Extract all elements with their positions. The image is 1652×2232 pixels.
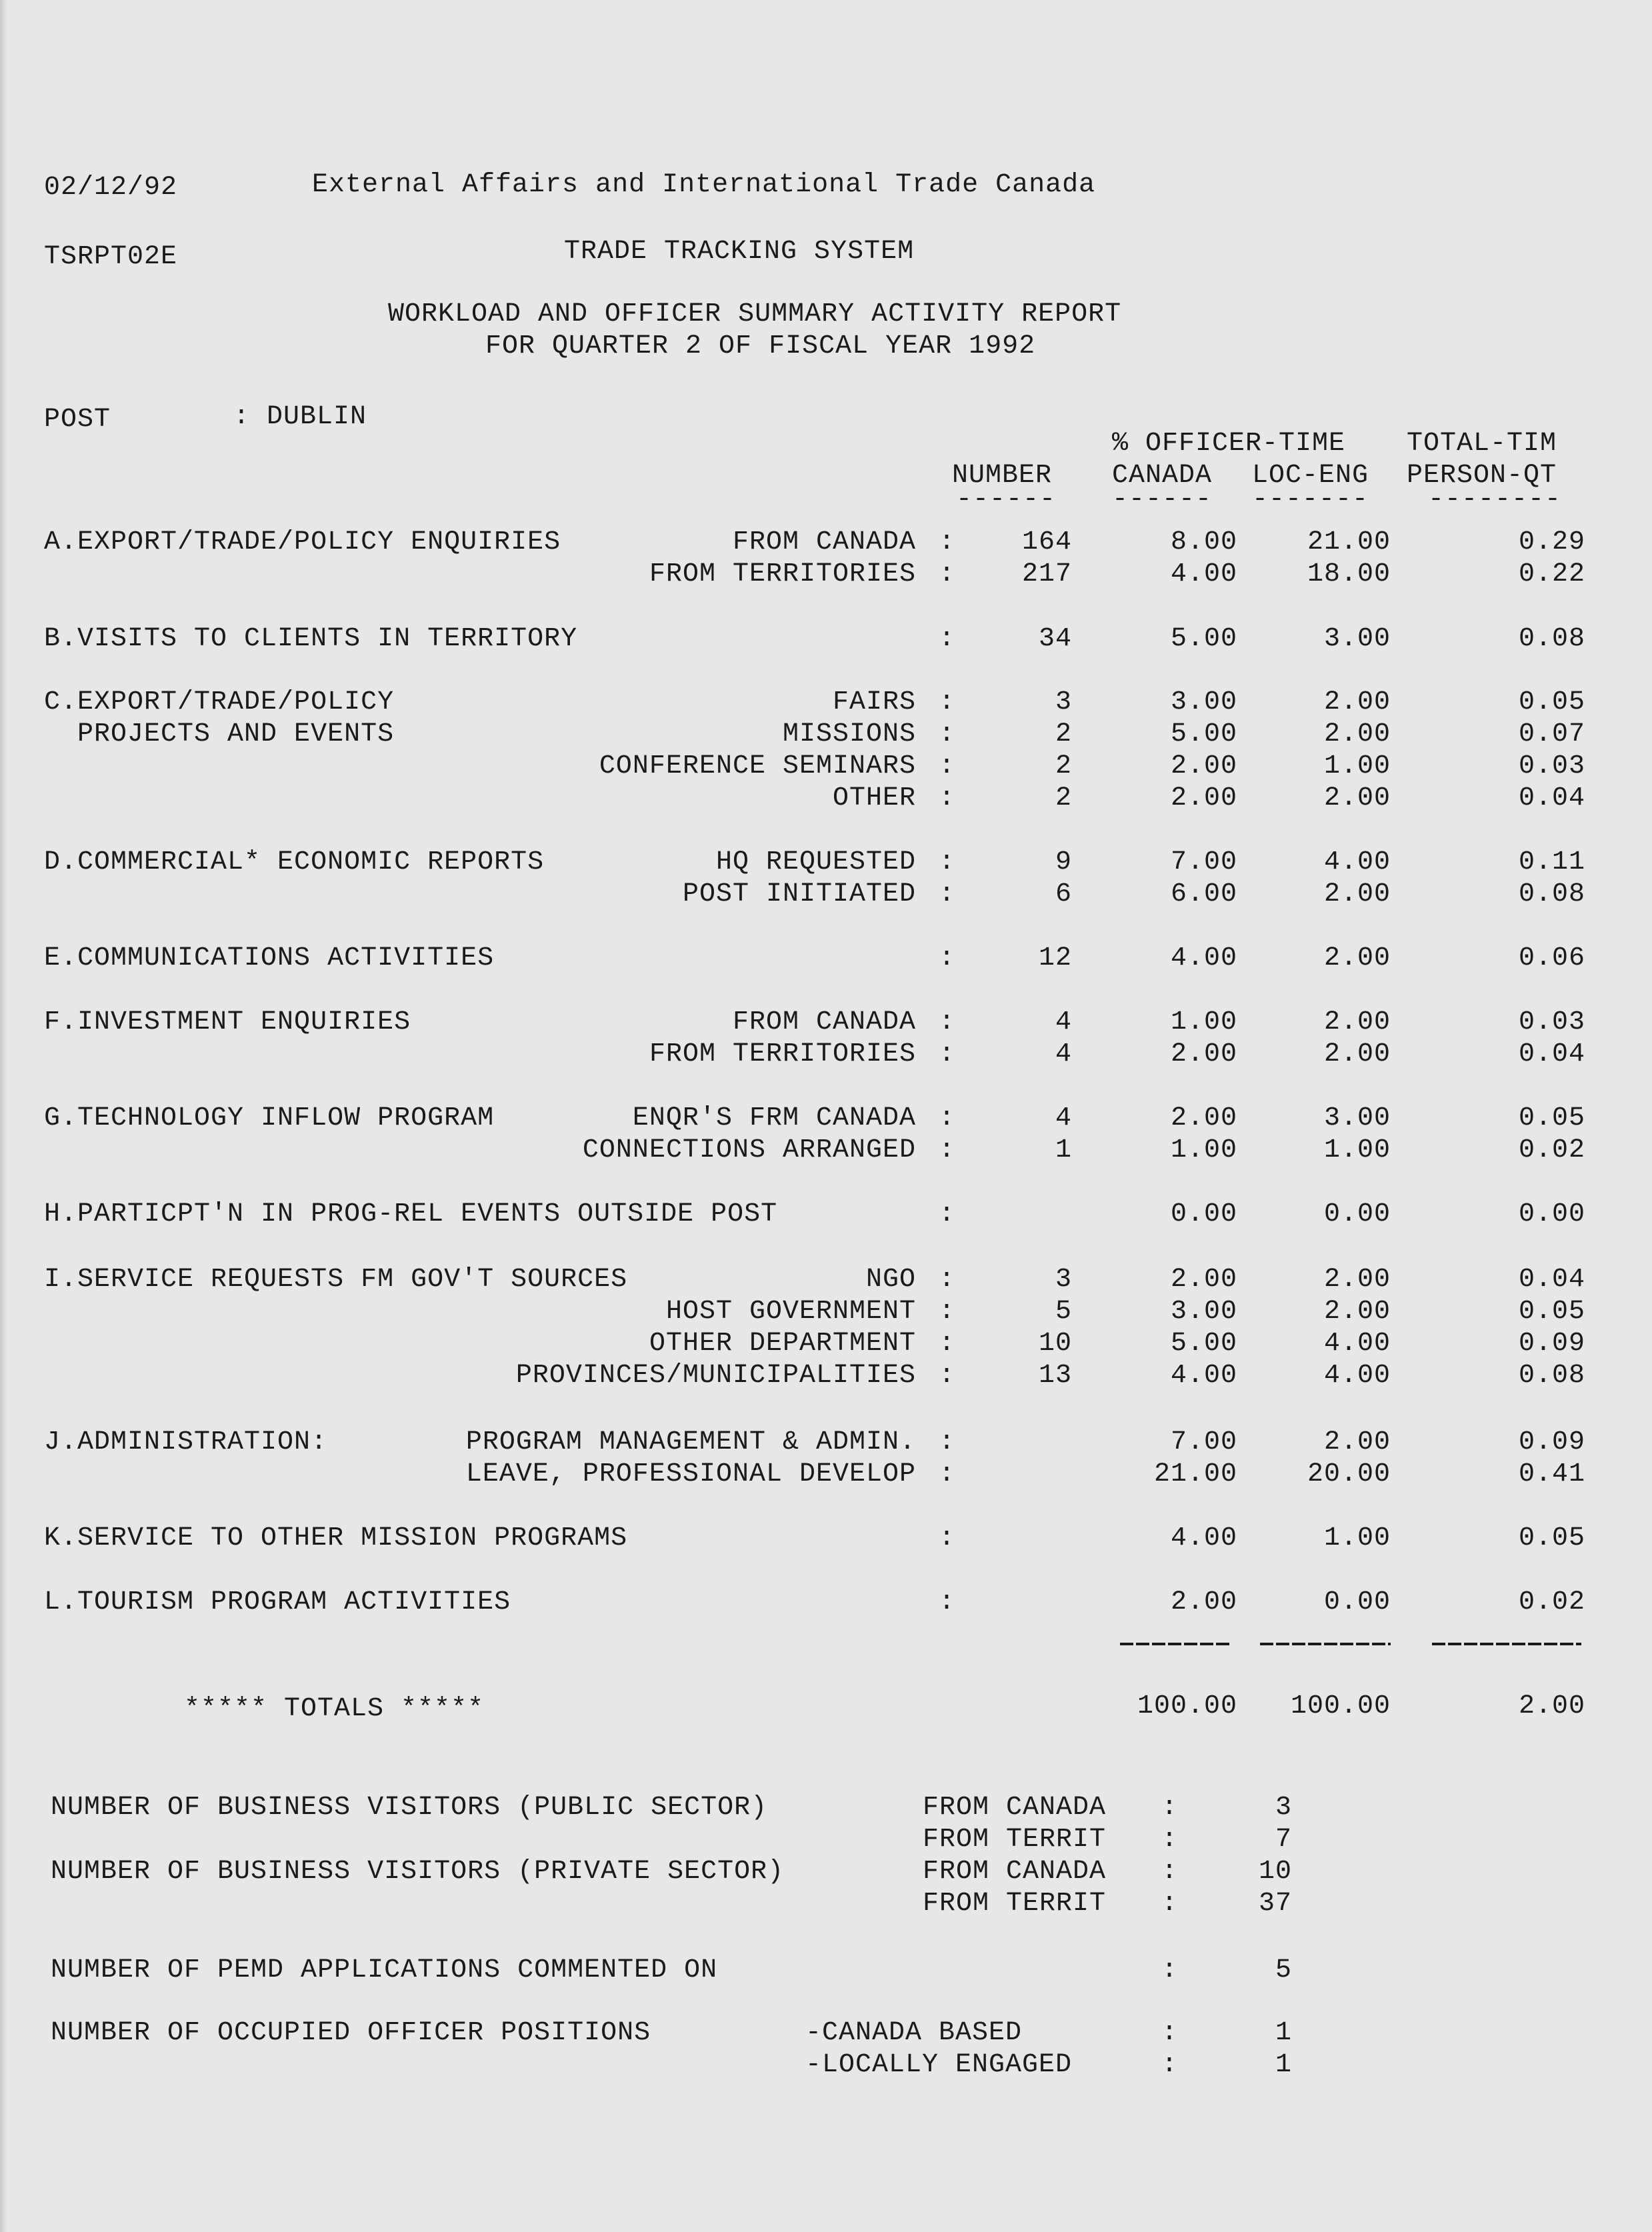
- canada-column-rule: ------: [1112, 485, 1213, 515]
- totals-canada: 100.00: [1137, 1691, 1237, 1721]
- row-number: 164: [1021, 527, 1072, 557]
- row-category: PROJECTS AND EVENTS: [44, 719, 395, 749]
- number-column-rule: ------: [956, 485, 1057, 515]
- row-canada-pct: 2.00: [1170, 1587, 1237, 1617]
- row-loceng-pct: 0.00: [1323, 1199, 1391, 1229]
- row-loceng-pct: 3.00: [1323, 624, 1391, 654]
- row-colon: :: [939, 687, 956, 717]
- report-id: TSRPT02E: [44, 242, 178, 272]
- row-number: 217: [1021, 559, 1072, 589]
- row-canada-pct: 4.00: [1170, 559, 1237, 589]
- row-colon: :: [939, 847, 956, 877]
- row-loceng-pct: 20.00: [1307, 1459, 1391, 1489]
- row-subcategory: CONNECTIONS ARRANGED: [582, 1135, 916, 1165]
- summary-sublabel: FROM TERRIT: [923, 1889, 1107, 1919]
- row-colon: :: [939, 624, 956, 654]
- row-loceng-pct: 2.00: [1323, 1297, 1391, 1327]
- row-colon: :: [939, 751, 956, 781]
- row-number: 4: [1055, 1103, 1072, 1133]
- row-loceng-pct: 2.00: [1323, 783, 1391, 813]
- row-person-qt: 0.09: [1518, 1329, 1585, 1359]
- person-qt-column-rule: --------: [1428, 485, 1562, 515]
- row-person-qt: 0.04: [1518, 783, 1585, 813]
- row-colon: :: [939, 1587, 956, 1617]
- row-person-qt: 0.05: [1518, 1523, 1585, 1553]
- row-canada-pct: 5.00: [1170, 1329, 1237, 1359]
- row-person-qt: 0.05: [1518, 1103, 1585, 1133]
- row-person-qt: 0.09: [1518, 1427, 1585, 1457]
- row-loceng-pct: 18.00: [1307, 559, 1391, 589]
- row-subcategory: HQ REQUESTED: [715, 847, 916, 877]
- summary-colon: :: [1161, 1857, 1179, 1887]
- row-person-qt: 0.00: [1518, 1199, 1585, 1229]
- row-canada-pct: 5.00: [1170, 624, 1237, 654]
- row-loceng-pct: 4.00: [1323, 1329, 1391, 1359]
- summary-value: 1: [1275, 2018, 1292, 2048]
- row-canada-pct: 4.00: [1170, 1361, 1237, 1391]
- row-number: 2: [1055, 783, 1072, 813]
- summary-sublabel: -LOCALLY ENGAGED: [805, 2050, 1073, 2080]
- row-subcategory: LEAVE, PROFESSIONAL DEVELOP: [465, 1459, 916, 1489]
- summary-label: NUMBER OF OCCUPIED OFFICER POSITIONS: [51, 2018, 651, 2048]
- row-person-qt: 0.08: [1518, 624, 1585, 654]
- row-colon: :: [939, 1459, 956, 1489]
- row-canada-pct: 2.00: [1170, 751, 1237, 781]
- row-loceng-pct: 4.00: [1323, 847, 1391, 877]
- row-person-qt: 0.08: [1518, 1361, 1585, 1391]
- row-subcategory: ENQR'S FRM CANADA: [632, 1103, 916, 1133]
- row-colon: :: [939, 1199, 956, 1229]
- summary-sublabel: FROM CANADA: [923, 1793, 1107, 1823]
- row-subcategory: OTHER: [832, 783, 916, 813]
- summary-colon: :: [1161, 2018, 1179, 2048]
- row-loceng-pct: 21.00: [1307, 527, 1391, 557]
- row-number: 4: [1055, 1007, 1072, 1037]
- row-colon: :: [939, 559, 956, 589]
- row-category: D.COMMERCIAL* ECONOMIC REPORTS: [44, 847, 545, 877]
- row-loceng-pct: 2.00: [1323, 687, 1391, 717]
- totals-loceng: 100.00: [1290, 1691, 1391, 1721]
- row-person-qt: 0.29: [1518, 527, 1585, 557]
- summary-colon: :: [1161, 1793, 1179, 1823]
- row-subcategory: FROM CANADA: [732, 527, 916, 557]
- page-edge-shadow: [0, 0, 7, 2232]
- report-title: WORKLOAD AND OFFICER SUMMARY ACTIVITY REPORT: [388, 299, 1122, 329]
- row-person-qt: 0.41: [1518, 1459, 1585, 1489]
- summary-value: 37: [1258, 1889, 1292, 1919]
- row-canada-pct: 3.00: [1170, 687, 1237, 717]
- row-subcategory: MISSIONS: [782, 719, 916, 749]
- row-subcategory: HOST GOVERNMENT: [665, 1297, 916, 1327]
- row-colon: :: [939, 1297, 956, 1327]
- row-subcategory: PROGRAM MANAGEMENT & ADMIN.: [465, 1427, 916, 1457]
- row-colon: :: [939, 1135, 956, 1165]
- row-subcategory: FAIRS: [832, 687, 916, 717]
- row-subcategory: CONFERENCE SEMINARS: [599, 751, 916, 781]
- row-person-qt: 0.02: [1518, 1587, 1585, 1617]
- row-category: B.VISITS TO CLIENTS IN TERRITORY: [44, 624, 578, 654]
- row-loceng-pct: 1.00: [1323, 751, 1391, 781]
- row-number: 5: [1055, 1297, 1072, 1327]
- row-person-qt: 0.03: [1518, 751, 1585, 781]
- row-canada-pct: 8.00: [1170, 527, 1237, 557]
- system-name: TRADE TRACKING SYSTEM: [564, 237, 915, 267]
- row-number: 3: [1055, 687, 1072, 717]
- person-qt-column-header: PERSON-QT: [1407, 461, 1557, 491]
- row-person-qt: 0.11: [1518, 847, 1585, 877]
- row-canada-pct: 0.00: [1170, 1199, 1237, 1229]
- row-colon: :: [939, 527, 956, 557]
- row-canada-pct: 7.00: [1170, 1427, 1237, 1457]
- row-person-qt: 0.22: [1518, 559, 1585, 589]
- row-canada-pct: 7.00: [1170, 847, 1237, 877]
- summary-sublabel: FROM CANADA: [923, 1857, 1107, 1887]
- row-number: 2: [1055, 719, 1072, 749]
- row-canada-pct: 2.00: [1170, 783, 1237, 813]
- row-number: 1: [1055, 1135, 1072, 1165]
- summary-colon: :: [1161, 1889, 1179, 1919]
- row-subcategory: NGO: [865, 1265, 916, 1295]
- row-loceng-pct: 2.00: [1323, 1427, 1391, 1457]
- row-subcategory: POST INITIATED: [682, 879, 916, 909]
- totals-label: ***** TOTALS *****: [184, 1694, 485, 1724]
- row-loceng-pct: 1.00: [1323, 1523, 1391, 1553]
- summary-colon: :: [1161, 2050, 1179, 2080]
- row-category: J.ADMINISTRATION:: [44, 1427, 328, 1457]
- row-number: 13: [1038, 1361, 1072, 1391]
- row-person-qt: 0.05: [1518, 687, 1585, 717]
- row-person-qt: 0.03: [1518, 1007, 1585, 1037]
- row-subcategory: FROM TERRITORIES: [649, 559, 916, 589]
- row-person-qt: 0.06: [1518, 943, 1585, 973]
- loc-eng-column-rule: -------: [1252, 485, 1369, 515]
- row-canada-pct: 2.00: [1170, 1039, 1237, 1069]
- row-person-qt: 0.07: [1518, 719, 1585, 749]
- total-time-header: TOTAL-TIM: [1407, 429, 1557, 459]
- row-loceng-pct: 2.00: [1323, 879, 1391, 909]
- row-canada-pct: 4.00: [1170, 1523, 1237, 1553]
- row-colon: :: [939, 719, 956, 749]
- row-person-qt: 0.02: [1518, 1135, 1585, 1165]
- row-subcategory: FROM CANADA: [732, 1007, 916, 1037]
- row-colon: :: [939, 1265, 956, 1295]
- row-colon: :: [939, 1039, 956, 1069]
- row-loceng-pct: 2.00: [1323, 719, 1391, 749]
- row-colon: :: [939, 943, 956, 973]
- summary-value: 3: [1275, 1793, 1292, 1823]
- row-loceng-pct: 2.00: [1323, 1007, 1391, 1037]
- totals-rule-loceng: [1260, 1643, 1391, 1645]
- row-canada-pct: 1.00: [1170, 1135, 1237, 1165]
- summary-value: 10: [1258, 1857, 1292, 1887]
- row-loceng-pct: 0.00: [1323, 1587, 1391, 1617]
- pct-officer-time-header: % OFFICER-TIME: [1112, 429, 1346, 459]
- totals-personqt: 2.00: [1518, 1691, 1585, 1721]
- row-canada-pct: 1.00: [1170, 1007, 1237, 1037]
- row-category: L.TOURISM PROGRAM ACTIVITIES: [44, 1587, 511, 1617]
- row-category: I.SERVICE REQUESTS FM GOV'T SOURCES: [44, 1265, 628, 1295]
- row-subcategory: OTHER DEPARTMENT: [649, 1329, 916, 1359]
- row-category: G.TECHNOLOGY INFLOW PROGRAM: [44, 1103, 495, 1133]
- summary-colon: :: [1161, 1825, 1179, 1855]
- row-number: 4: [1055, 1039, 1072, 1069]
- row-loceng-pct: 2.00: [1323, 1265, 1391, 1295]
- row-canada-pct: 5.00: [1170, 719, 1237, 749]
- report-date: 02/12/92: [44, 173, 178, 203]
- row-category: A.EXPORT/TRADE/POLICY ENQUIRIES: [44, 527, 561, 557]
- row-colon: :: [939, 879, 956, 909]
- row-category: E.COMMUNICATIONS ACTIVITIES: [44, 943, 495, 973]
- summary-sublabel: -CANADA BASED: [805, 2018, 1023, 2048]
- summary-value: 5: [1275, 1955, 1292, 1985]
- canada-column-header: CANADA: [1112, 461, 1213, 491]
- summary-colon: :: [1161, 1955, 1179, 1985]
- post-label: POST: [44, 405, 111, 435]
- row-colon: :: [939, 783, 956, 813]
- row-canada-pct: 3.00: [1170, 1297, 1237, 1327]
- row-colon: :: [939, 1361, 956, 1391]
- number-column-header: NUMBER: [952, 461, 1053, 491]
- summary-value: 7: [1275, 1825, 1292, 1855]
- summary-label: NUMBER OF BUSINESS VISITORS (PUBLIC SECTOR): [51, 1793, 768, 1823]
- row-number: 10: [1038, 1329, 1072, 1359]
- row-category: K.SERVICE TO OTHER MISSION PROGRAMS: [44, 1523, 628, 1553]
- row-number: 2: [1055, 751, 1072, 781]
- row-number: 6: [1055, 879, 1072, 909]
- summary-label: NUMBER OF BUSINESS VISITORS (PRIVATE SECTOR): [51, 1857, 785, 1887]
- totals-rule-personqt: [1432, 1643, 1581, 1645]
- row-number: 9: [1055, 847, 1072, 877]
- row-person-qt: 0.08: [1518, 879, 1585, 909]
- organization-name: External Affairs and International Trade Canada: [312, 170, 1096, 200]
- summary-value: 1: [1275, 2050, 1292, 2080]
- row-canada-pct: 6.00: [1170, 879, 1237, 909]
- row-loceng-pct: 2.00: [1323, 1039, 1391, 1069]
- totals-rule-canada: [1120, 1643, 1232, 1645]
- row-canada-pct: 21.00: [1153, 1459, 1237, 1489]
- row-loceng-pct: 2.00: [1323, 943, 1391, 973]
- row-category: H.PARTICPT'N IN PROG-REL EVENTS OUTSIDE POST: [44, 1199, 778, 1229]
- row-number: 12: [1038, 943, 1072, 973]
- summary-sublabel: FROM TERRIT: [923, 1825, 1107, 1855]
- post-value: : DUBLIN: [233, 402, 367, 432]
- row-canada-pct: 4.00: [1170, 943, 1237, 973]
- row-colon: :: [939, 1427, 956, 1457]
- row-person-qt: 0.04: [1518, 1265, 1585, 1295]
- row-number: 34: [1038, 624, 1072, 654]
- row-person-qt: 0.04: [1518, 1039, 1585, 1069]
- row-category: F.INVESTMENT ENQUIRIES: [44, 1007, 411, 1037]
- row-subcategory: FROM TERRITORIES: [649, 1039, 916, 1069]
- row-number: 3: [1055, 1265, 1072, 1295]
- row-canada-pct: 2.00: [1170, 1265, 1237, 1295]
- row-colon: :: [939, 1103, 956, 1133]
- row-person-qt: 0.05: [1518, 1297, 1585, 1327]
- summary-label: NUMBER OF PEMD APPLICATIONS COMMENTED ON: [51, 1955, 718, 1985]
- row-subcategory: PROVINCES/MUNICIPALITIES: [515, 1361, 916, 1391]
- row-loceng-pct: 1.00: [1323, 1135, 1391, 1165]
- row-colon: :: [939, 1523, 956, 1553]
- row-category: C.EXPORT/TRADE/POLICY: [44, 687, 395, 717]
- loc-eng-column-header: LOC-ENG: [1252, 461, 1369, 491]
- row-loceng-pct: 4.00: [1323, 1361, 1391, 1391]
- row-colon: :: [939, 1329, 956, 1359]
- row-canada-pct: 2.00: [1170, 1103, 1237, 1133]
- report-subtitle: FOR QUARTER 2 OF FISCAL YEAR 1992: [485, 331, 1036, 361]
- row-loceng-pct: 3.00: [1323, 1103, 1391, 1133]
- row-colon: :: [939, 1007, 956, 1037]
